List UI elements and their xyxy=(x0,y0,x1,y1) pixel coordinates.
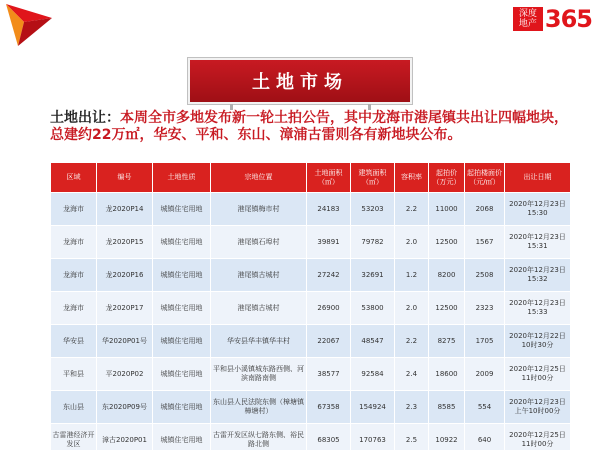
table-cell: 城镇住宅用地 xyxy=(153,292,211,325)
table-cell: 170763 xyxy=(351,424,395,450)
table-cell: 554 xyxy=(465,391,505,424)
brand-logo xyxy=(513,4,592,34)
table-cell: 12500 xyxy=(429,292,465,325)
table-cell: 平2020P02 xyxy=(97,358,153,391)
table-cell: 2020年12月25日11时00分 xyxy=(505,424,571,450)
table-row xyxy=(51,358,571,391)
table-cell: 2020年12月23日15:31 xyxy=(505,226,571,259)
table-cell: 2.2 xyxy=(395,193,429,226)
table-cell: 48547 xyxy=(351,325,395,358)
table-cell: 1567 xyxy=(465,226,505,259)
table-cell: 龙海市 xyxy=(51,226,97,259)
intro-lead: 土地出让： xyxy=(50,110,120,126)
table-cell: 24183 xyxy=(307,193,351,226)
table-row xyxy=(51,259,571,292)
table-row xyxy=(51,325,571,358)
table-cell: 2323 xyxy=(465,292,505,325)
table-cell: 68305 xyxy=(307,424,351,450)
table-cell: 平和县 xyxy=(51,358,97,391)
intro-text: 本周全市多地发布新一轮土拍公告，其中龙海市港尾镇共出让四幅地块，总建约22万㎡，华安、平和、东山、漳浦古雷则各有新地块公布。 xyxy=(50,110,568,143)
table-cell: 城镇住宅用地 xyxy=(153,391,211,424)
table-cell: 2020年12月23日15:33 xyxy=(505,292,571,325)
table-cell: 城镇住宅用地 xyxy=(153,358,211,391)
table-row xyxy=(51,193,571,226)
brand-box: 深度地产 xyxy=(513,7,543,31)
table-row xyxy=(51,292,571,325)
table-cell: 2020年12月23日上午10时00分 xyxy=(505,391,571,424)
table-header-cell: 宗地位置 xyxy=(211,163,307,193)
table-cell: 城镇住宅用地 xyxy=(153,259,211,292)
table-cell: 11000 xyxy=(429,193,465,226)
table-cell: 53203 xyxy=(351,193,395,226)
table-cell: 32691 xyxy=(351,259,395,292)
table-header-cell: 土地面积（㎡） xyxy=(307,163,351,193)
table-cell: 2068 xyxy=(465,193,505,226)
table-cell: 龙海市 xyxy=(51,193,97,226)
table-cell: 53800 xyxy=(351,292,395,325)
table-cell: 2020年12月22日10时30分 xyxy=(505,325,571,358)
banner-title: 土地市场 xyxy=(252,72,348,93)
table-cell: 龙海市 xyxy=(51,259,97,292)
table-cell: 城镇住宅用地 xyxy=(153,193,211,226)
table-cell: 154924 xyxy=(351,391,395,424)
table-cell: 67358 xyxy=(307,391,351,424)
table-cell: 2020年12月25日11时00分 xyxy=(505,358,571,391)
table-cell: 古雷开发区纵七路东侧、裕民路北侧 xyxy=(211,424,307,450)
table-body xyxy=(51,193,571,450)
table-header-cell: 出让日期 xyxy=(505,163,571,193)
table-cell: 华安县华丰镇华丰村 xyxy=(211,325,307,358)
table-cell: 12500 xyxy=(429,226,465,259)
table-header-row xyxy=(51,163,571,193)
table-cell: 92584 xyxy=(351,358,395,391)
table-header-cell: 起拍楼面价（元/㎡） xyxy=(465,163,505,193)
table-cell: 22067 xyxy=(307,325,351,358)
table-cell: 26900 xyxy=(307,292,351,325)
table-cell: 18600 xyxy=(429,358,465,391)
table-cell: 27242 xyxy=(307,259,351,292)
table-header-cell: 土地性质 xyxy=(153,163,211,193)
table-cell: 龙2020P16 xyxy=(97,259,153,292)
table-cell: 8200 xyxy=(429,259,465,292)
table-cell: 港尾镇古城村 xyxy=(211,259,307,292)
table-cell: 8275 xyxy=(429,325,465,358)
table-header-cell: 起拍价（万元） xyxy=(429,163,465,193)
table-row xyxy=(51,391,571,424)
table-cell: 2020年12月23日15:32 xyxy=(505,259,571,292)
table-cell: 东2020P09号 xyxy=(97,391,153,424)
table-cell: 龙2020P14 xyxy=(97,193,153,226)
table-cell: 1.2 xyxy=(395,259,429,292)
table-row xyxy=(51,226,571,259)
intro-paragraph xyxy=(50,110,570,144)
table-cell: 640 xyxy=(465,424,505,450)
arrow-logo-icon xyxy=(4,2,54,48)
table-cell: 城镇住宅用地 xyxy=(153,325,211,358)
table-cell: 东山县人民法院东侧（樟塘镇樟塘村） xyxy=(211,391,307,424)
table-cell: 平和县小溪镇城东路西侧、河滨南路南侧 xyxy=(211,358,307,391)
table-cell: 东山县 xyxy=(51,391,97,424)
table-cell: 2.4 xyxy=(395,358,429,391)
table-cell: 79782 xyxy=(351,226,395,259)
table-cell: 2.0 xyxy=(395,226,429,259)
brand-number: 365 xyxy=(544,5,592,33)
table-cell: 2.0 xyxy=(395,292,429,325)
table-cell: 港尾镇梅市村 xyxy=(211,193,307,226)
table-row xyxy=(51,424,571,450)
table-cell: 龙海市 xyxy=(51,292,97,325)
table-cell: 华2020P01号 xyxy=(97,325,153,358)
table-cell: 城镇住宅用地 xyxy=(153,424,211,450)
land-table xyxy=(50,162,571,450)
table-cell: 龙2020P17 xyxy=(97,292,153,325)
table-cell: 38577 xyxy=(307,358,351,391)
table-cell: 39891 xyxy=(307,226,351,259)
section-banner xyxy=(188,58,412,104)
table-header-cell: 编号 xyxy=(97,163,153,193)
table-cell: 漳古2020P01 xyxy=(97,424,153,450)
table-cell: 港尾镇石埠村 xyxy=(211,226,307,259)
table-cell: 2.5 xyxy=(395,424,429,450)
table-cell: 2.2 xyxy=(395,325,429,358)
table-cell: 10922 xyxy=(429,424,465,450)
table-header-cell: 建筑面积（㎡） xyxy=(351,163,395,193)
table-header-cell: 容积率 xyxy=(395,163,429,193)
table-cell: 城镇住宅用地 xyxy=(153,226,211,259)
table-cell: 港尾镇古城村 xyxy=(211,292,307,325)
table-cell: 2009 xyxy=(465,358,505,391)
table-cell: 2508 xyxy=(465,259,505,292)
table-cell: 龙2020P15 xyxy=(97,226,153,259)
table-cell: 1705 xyxy=(465,325,505,358)
table-cell: 2020年12月23日15:30 xyxy=(505,193,571,226)
table-cell: 2.3 xyxy=(395,391,429,424)
table-cell: 古雷港经济开发区 xyxy=(51,424,97,450)
table-header-cell: 区域 xyxy=(51,163,97,193)
table-cell: 8585 xyxy=(429,391,465,424)
table-cell: 华安县 xyxy=(51,325,97,358)
